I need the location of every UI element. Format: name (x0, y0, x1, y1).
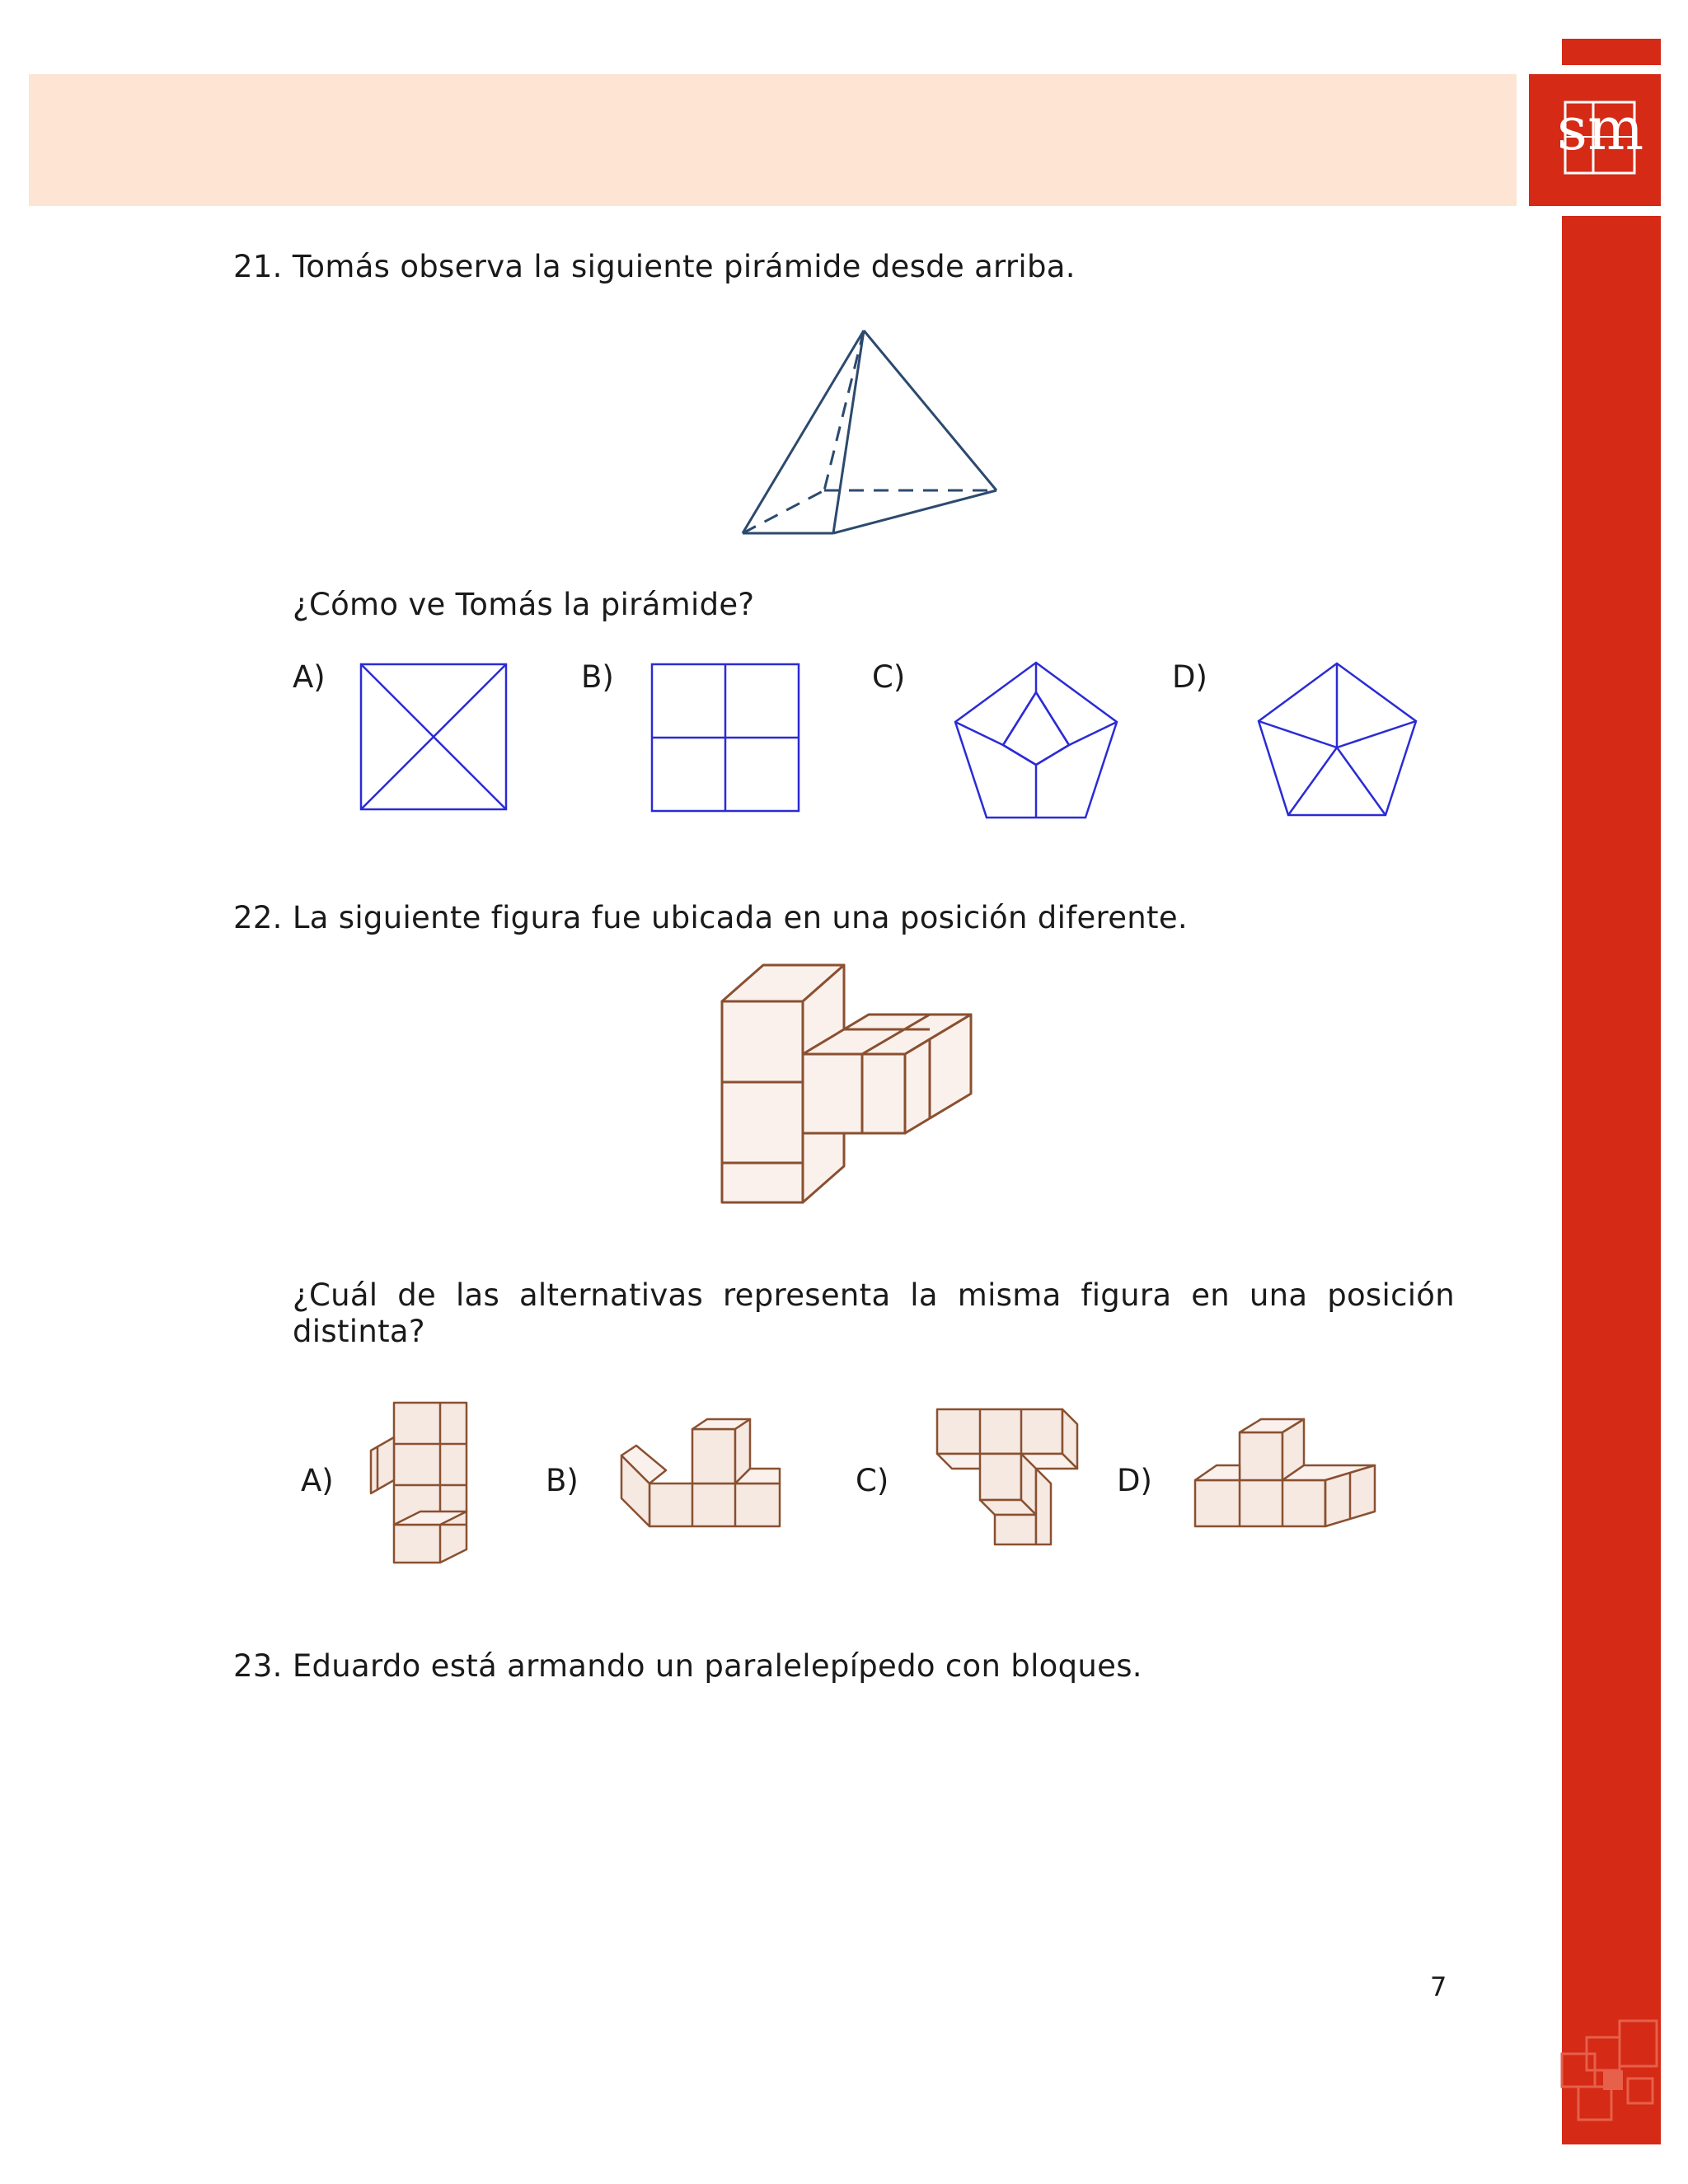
page-number: 7 (1430, 1971, 1447, 2003)
question-21-prompt: ¿Cómo ve Tomás la pirámide? (293, 587, 755, 622)
question-22 (233, 900, 1188, 936)
pyramid-figure (729, 326, 993, 540)
option-b-label: B) (581, 659, 614, 695)
sm-logo (1529, 74, 1661, 206)
option-d-label: D) (1172, 659, 1207, 695)
question-22-prompt: ¿Cuál de las alternativas representa la misma figura en una posición distinta? (293, 1277, 1455, 1349)
question-text: Tomás observa la siguiente pirámide desde arriba. (292, 249, 1076, 284)
option-c-pentagon-inner[interactable] (952, 659, 1125, 824)
brand-strip (1562, 216, 1661, 2144)
brand-strip-top (1562, 39, 1661, 65)
option-c-label: C) (856, 1463, 889, 1498)
option-a-square-diagonals[interactable] (360, 663, 509, 812)
option-d-label: D) (1117, 1463, 1152, 1498)
option-b-cubes[interactable] (620, 1416, 785, 1531)
cube-figure (717, 960, 981, 1240)
decorative-squares (1562, 216, 1661, 2144)
question-23 (233, 1648, 1142, 1685)
logo-text: sm (1557, 94, 1644, 163)
option-d-cubes[interactable] (1193, 1416, 1383, 1531)
option-c-label: C) (872, 659, 906, 695)
option-c-cubes[interactable] (935, 1408, 1084, 1548)
question-text: Eduardo está armando un paralelepípedo con bloques. (292, 1648, 1142, 1684)
option-a-cubes[interactable] (369, 1401, 476, 1566)
option-b-square-cross[interactable] (651, 663, 801, 813)
question-number: 22. (233, 900, 283, 935)
header-band (29, 74, 1517, 206)
option-a-label: A) (301, 1463, 334, 1498)
question-number: 23. (233, 1648, 283, 1684)
option-a-label: A) (293, 659, 326, 695)
question-21 (233, 249, 1076, 285)
option-b-label: B) (546, 1463, 579, 1498)
option-d-pentagon-star[interactable] (1257, 662, 1422, 820)
question-text: La siguiente figura fue ubicada en una posición diferente. (292, 900, 1188, 935)
question-number: 21. (233, 249, 283, 284)
